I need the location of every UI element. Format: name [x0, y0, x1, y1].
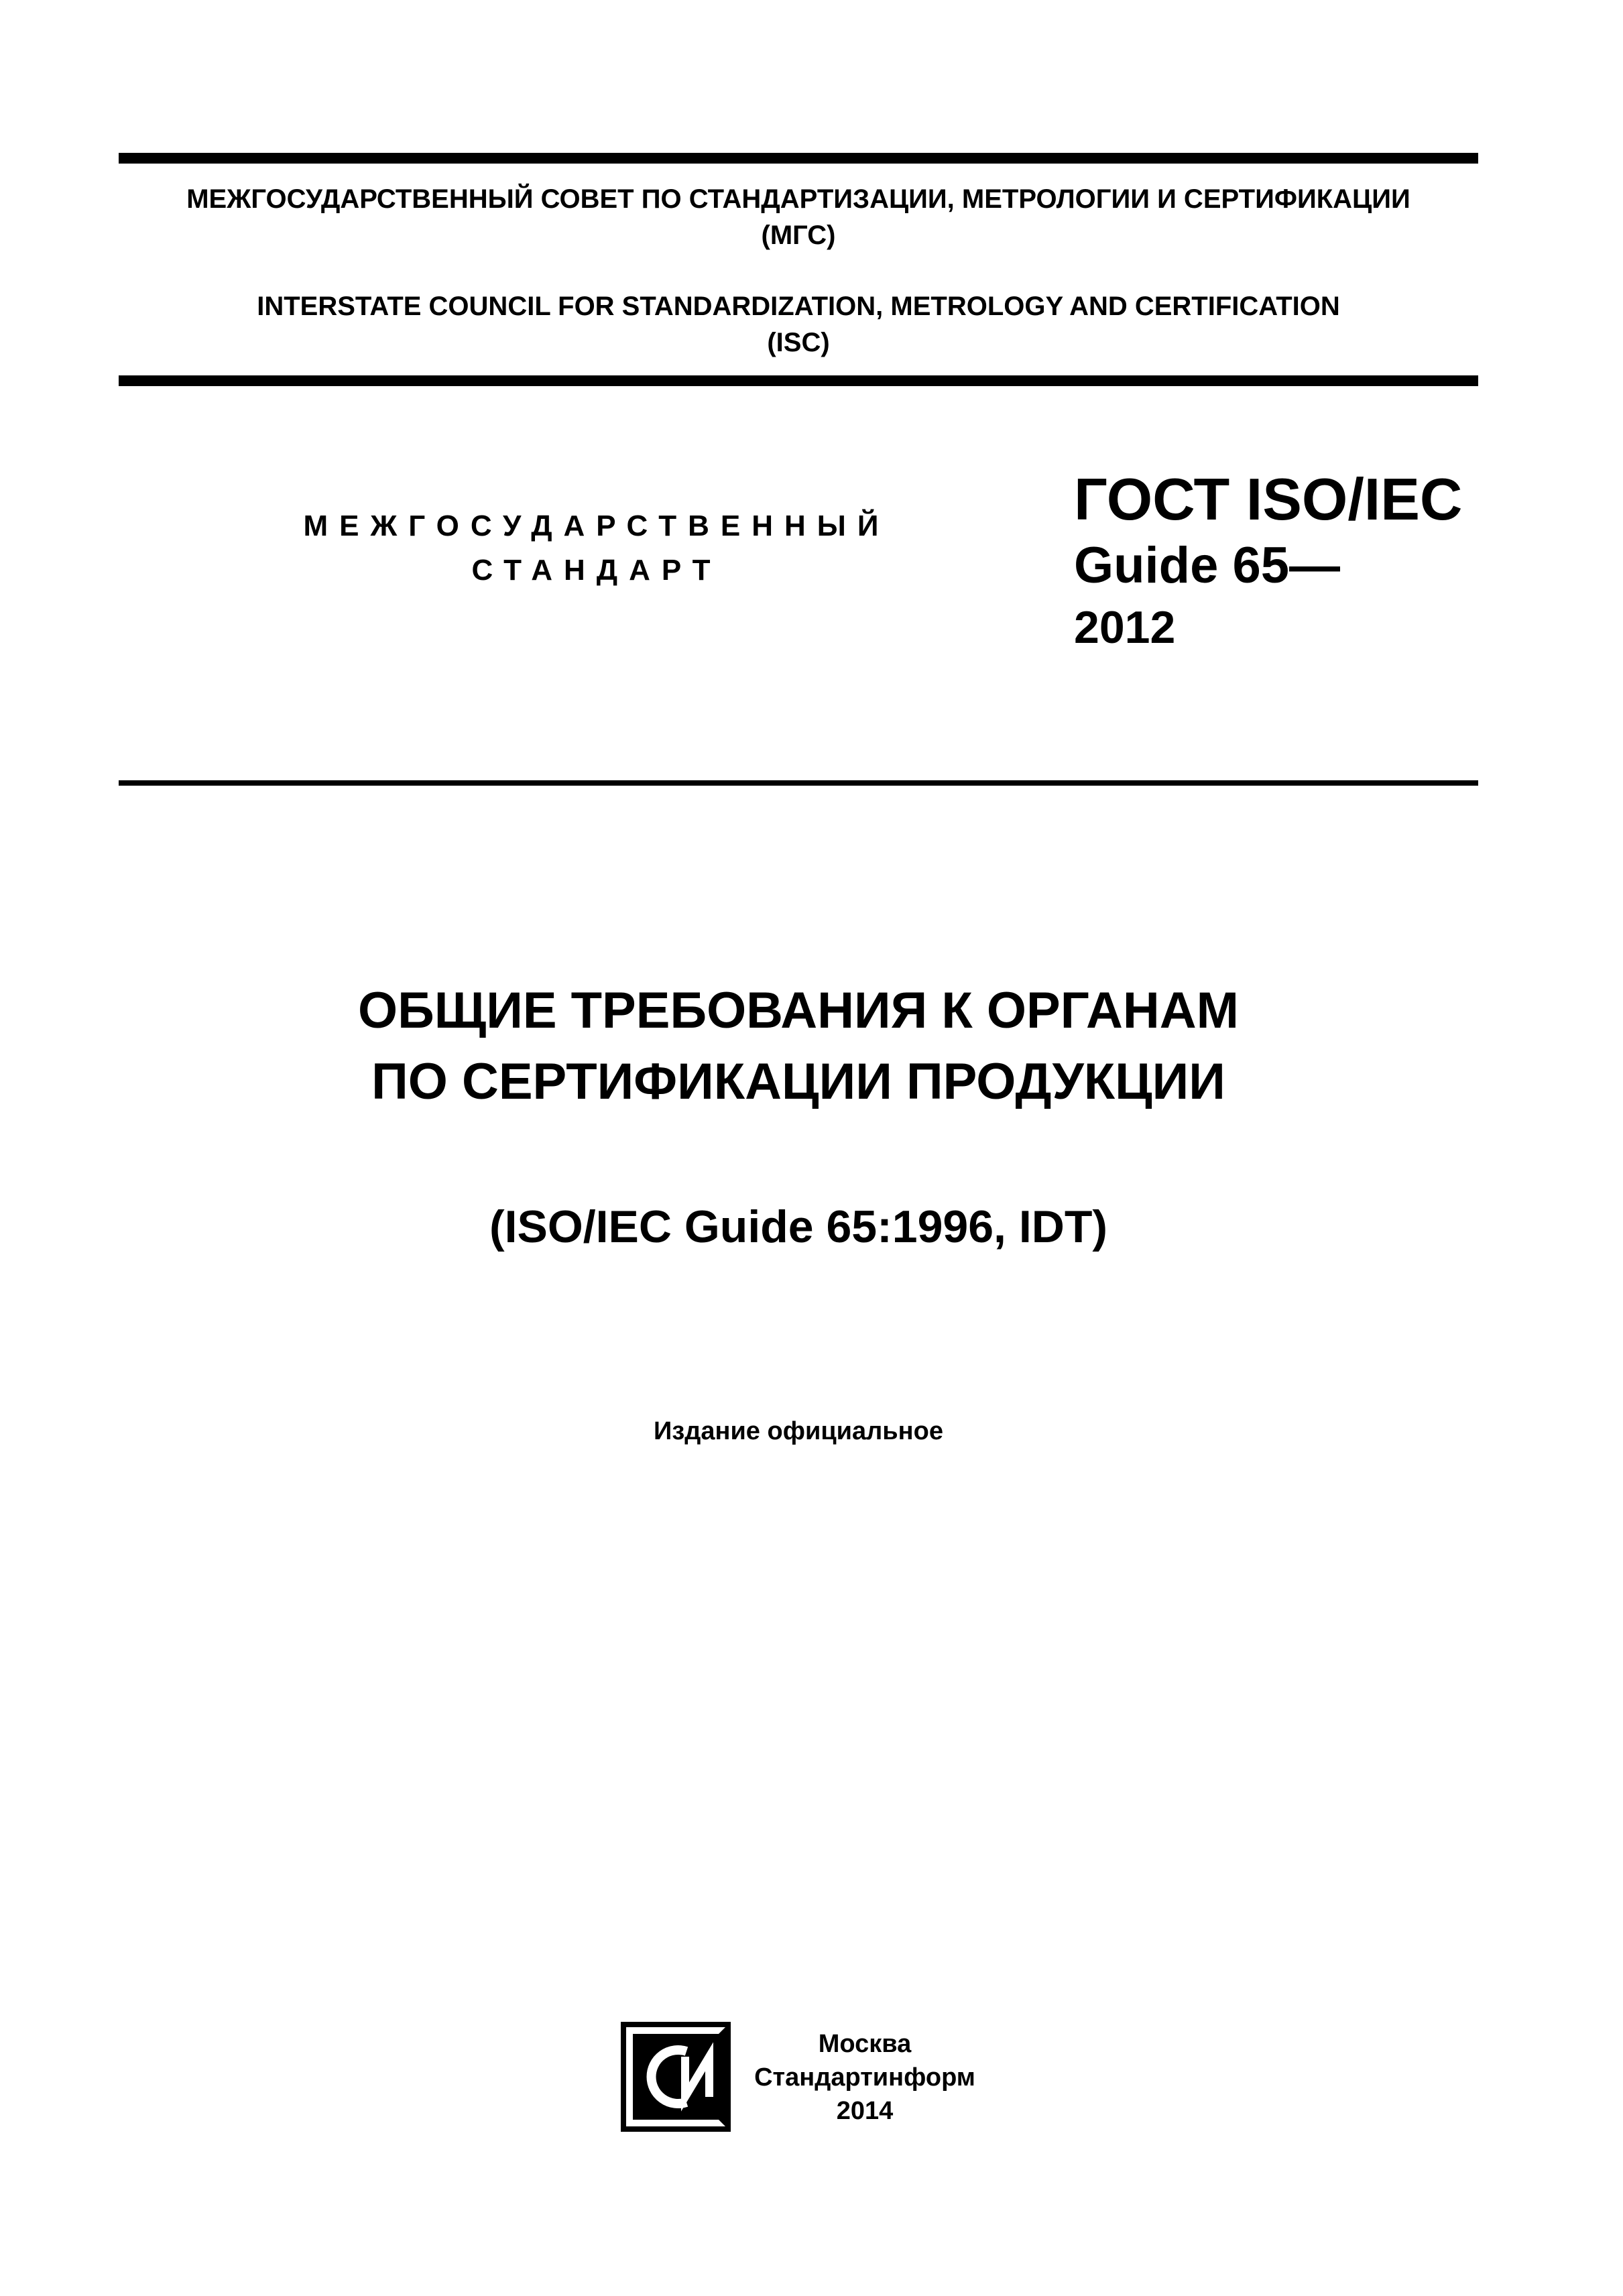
standard-code [1074, 465, 1462, 657]
document-title-line1: ОБЩИЕ ТРЕБОВАНИЯ К ОРГАНАМ [358, 982, 1239, 1039]
council-name-en-line: INTERSTATE COUNCIL FOR STANDARDIZATION, METROLOGY AND CERTIFICATION [257, 292, 1340, 321]
top-rule [119, 153, 1478, 164]
edition-note: Издание официальное [654, 1417, 943, 1445]
standard-kind-line2: СТАНДАРТ [471, 554, 722, 587]
document-title [119, 975, 1478, 1117]
council-name-en [119, 288, 1478, 361]
council-abbrev-ru: (МГС) [761, 221, 836, 250]
standard-kind-line1: МЕЖГОСУДАРСТВЕННЫЙ [303, 509, 890, 542]
standard-code-year: 2012 [1074, 602, 1176, 653]
imprint-year: 2014 [836, 2097, 894, 2125]
standartinform-logo-icon [621, 2022, 731, 2132]
imprint-city: Москва [818, 2030, 912, 2058]
standard-code-main: ГОСТ ISO/IEC [1074, 466, 1463, 532]
standard-code-guide: Guide 65— [1074, 537, 1340, 594]
council-abbrev-en: (ISC) [767, 328, 830, 357]
council-name-ru [119, 181, 1478, 253]
council-name-ru-line: МЕЖГОСУДАРСТВЕННЫЙ СОВЕТ ПО СТАНДАРТИЗАЦИИ, МЕТРОЛОГИИ И СЕРТИФИКАЦИИ [186, 184, 1410, 214]
middle-rule [119, 375, 1478, 386]
imprint [731, 2027, 999, 2128]
standard-kind [282, 504, 912, 593]
lower-rule [119, 780, 1478, 786]
imprint-publisher: Стандартинформ [754, 2063, 975, 2092]
international-reference: (ISO/IEC Guide 65:1996, IDT) [489, 1201, 1108, 1252]
document-title-line2: ПО СЕРТИФИКАЦИИ ПРОДУКЦИИ [371, 1053, 1225, 1110]
